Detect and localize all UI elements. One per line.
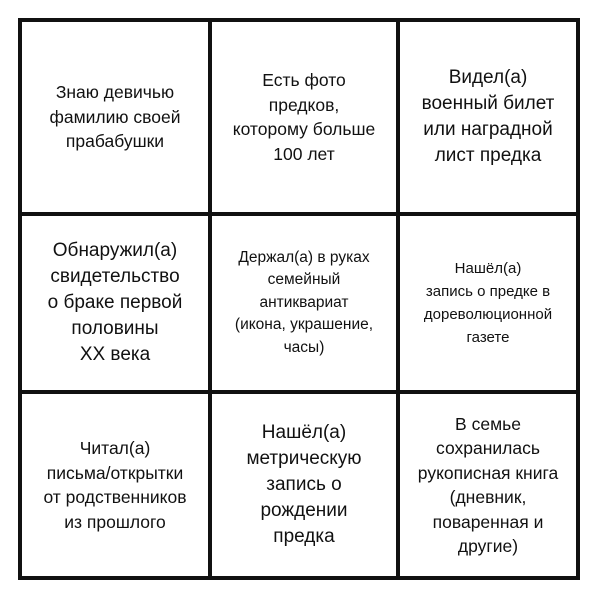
bingo-cell-9-text: В семье сохранилась рукописная книга (дневник, поваренная и другие) [417, 413, 559, 556]
bingo-grid [18, 18, 580, 580]
bingo-cell-5-text: Держал(а) в руках семейный антиквариат (икона, украшение, часы) [234, 248, 374, 356]
bingo-cell-4 [22, 216, 212, 394]
bingo-cell-7 [22, 394, 212, 576]
bingo-cell-3 [400, 22, 576, 216]
bingo-cell-4-text: Обнаружил(а) свидетельство о браке первой половины XX века [47, 240, 183, 365]
bingo-cell-8-text: Нашёл(а) метрическую запись о рождении предка [246, 422, 362, 547]
bingo-cell-1-text: Знаю девичью фамилию своей прабабушки [49, 82, 181, 152]
bingo-cell-3-text: Видел(а) военный билет или наградной лист предка [421, 67, 555, 166]
bingo-cell-6-text: Нашёл(а) запись о предке в дореволюционной газете [423, 259, 553, 347]
bingo-cell-8 [212, 394, 400, 576]
bingo-cell-7-text: Читал(а) письма/открытки от родственников из прошлого [43, 438, 187, 532]
bingo-cell-2 [212, 22, 400, 216]
bingo-cell-9 [400, 394, 576, 576]
bingo-cell-5 [212, 216, 400, 394]
bingo-cell-2-text: Есть фото предков, которому больше 100 лет [232, 70, 376, 164]
bingo-cell-1 [22, 22, 212, 216]
bingo-cell-6 [400, 216, 576, 394]
